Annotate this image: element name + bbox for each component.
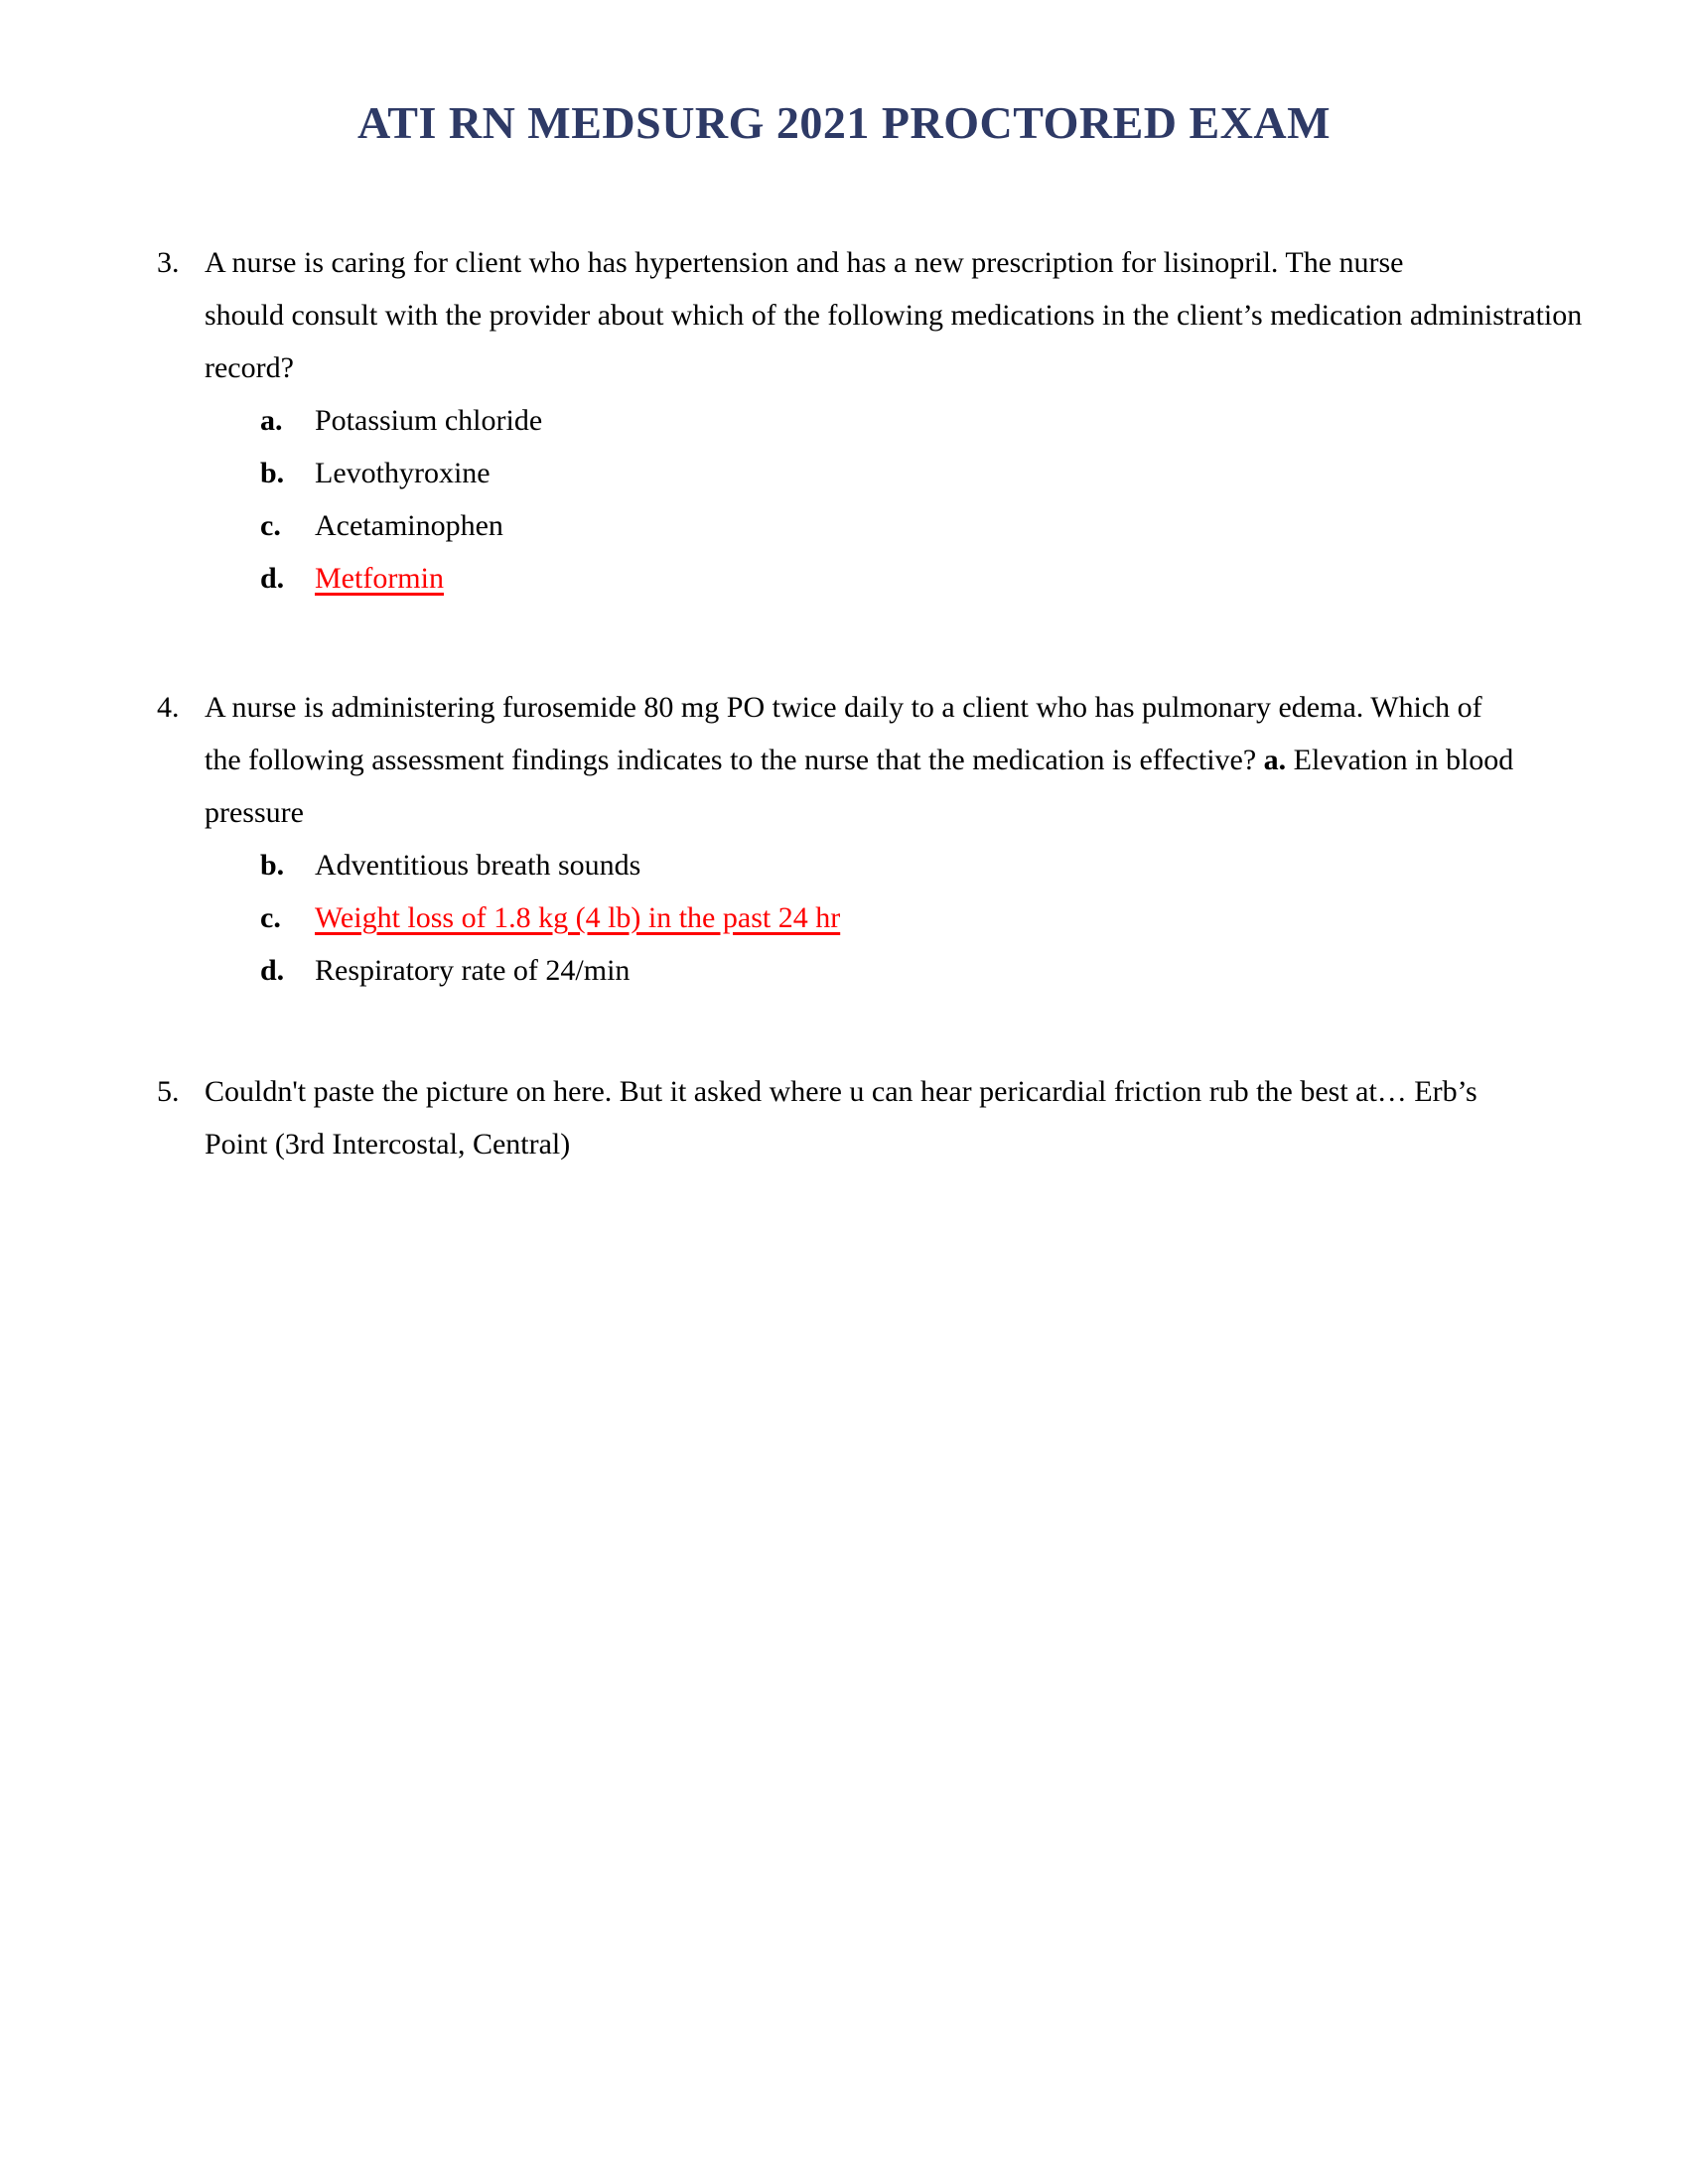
question-4-text-line-2-pre: the following assessment findings indicates to the nurse that the medication is effective? (205, 744, 1264, 776)
option-letter: d. (260, 562, 285, 595)
question-3-option-a (260, 394, 1688, 447)
option-text: Acetaminophen (315, 509, 503, 542)
question-3-text-line-3: record? (205, 351, 294, 384)
option-text: Adventitious breath sounds (315, 849, 641, 882)
option-text: Levothyroxine (315, 457, 491, 489)
question-4-text-line-1: A nurse is administering furosemide 80 mg PO twice daily to a client who has pulmonary edema. Which of (205, 691, 1482, 724)
option-letter: b. (260, 849, 285, 882)
question-5-text-line-2: Point (3rd Intercostal, Central) (205, 1128, 571, 1160)
question-3-option-b (260, 447, 1688, 499)
question-4-option-b (260, 839, 1688, 891)
question-4-text-line-2-post: Elevation in blood (1286, 744, 1514, 776)
option-text-correct-answer: Weight loss of 1.8 kg (4 lb) in the past 24 hr (315, 901, 841, 934)
option-text-correct-answer: Metformin (315, 562, 444, 595)
option-letter: a. (260, 404, 283, 437)
question-5 (0, 1065, 1688, 1170)
option-text: Respiratory rate of 24/min (315, 954, 631, 987)
option-letter: b. (260, 457, 285, 489)
question-5-text-line-1: Couldn't paste the picture on here. But it asked where u can hear pericardial friction rub the best at… Erb’s (205, 1075, 1477, 1108)
question-3-text-line-1: A nurse is caring for client who has hypertension and has a new prescription for lisinopril. The nurse (205, 246, 1404, 279)
question-4-text-line-3: pressure (205, 796, 304, 829)
question-3 (0, 236, 1688, 605)
question-3-number: 3. (157, 246, 180, 279)
question-4 (0, 681, 1688, 997)
question-3-option-c (260, 499, 1688, 552)
option-letter: d. (260, 954, 285, 987)
question-3-option-d (260, 552, 1688, 605)
question-4-number: 4. (157, 691, 180, 724)
question-5-number: 5. (157, 1075, 180, 1108)
option-text: Potassium chloride (315, 404, 543, 437)
question-4-option-a-inline-letter: a. (1263, 744, 1287, 776)
option-letter: c. (260, 901, 281, 934)
question-4-option-d (260, 944, 1688, 997)
question-4-text-line-2 (205, 734, 1688, 786)
question-3-text-line-2: should consult with the provider about which of the following medications in the client’s medication administration (205, 299, 1583, 332)
option-letter: c. (260, 509, 281, 542)
question-4-option-c (260, 891, 1688, 944)
document-title: ATI RN MEDSURG 2021 PROCTORED EXAM (356, 97, 1332, 148)
